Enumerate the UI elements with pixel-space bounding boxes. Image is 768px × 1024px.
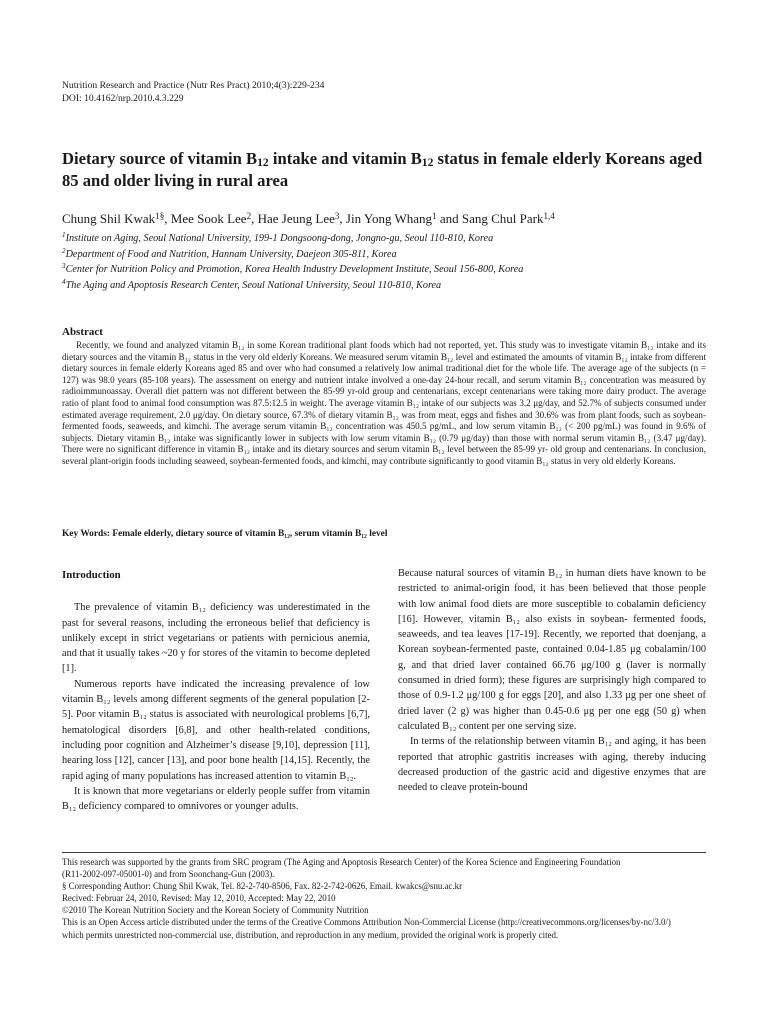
footnote-license: This is an Open Access article distributed under the terms of the Creative Commons Attribution Non-Commercial License (http://creativecommons.org/licenses/by-nc/3.0/) bbox=[62, 917, 671, 928]
footnote-dates: Recived: Februar 24, 2010, Revised: May 12, 2010, Accepted: May 22, 2010 bbox=[62, 893, 336, 904]
title-part: status in female elderly Koreans aged 85 and older living in rural area bbox=[62, 149, 703, 190]
author-affil-mark: 1 bbox=[432, 211, 437, 221]
footnote: This research was supported by the grants from SRC program (The Aging and Apoptosis Research Center) of the Korea Science and Engineering Foundation bbox=[62, 857, 621, 867]
footnote-divider bbox=[62, 852, 706, 853]
affil-mark: 2 bbox=[62, 246, 66, 255]
affiliation-list bbox=[62, 231, 523, 293]
author-separator: , bbox=[251, 211, 258, 226]
journal-citation: Nutrition Research and Practice (Nutr Res Pract) 2010;4(3):229-234 bbox=[62, 80, 325, 91]
title-part: Dietary source of vitamin B bbox=[62, 149, 258, 168]
paragraph: It is known that more vegetarians or elderly people suffer from vitamin B₁₂ deficiency compared to omnivores or younger adults. bbox=[62, 785, 370, 813]
author-affil-mark: 1,4 bbox=[543, 211, 555, 221]
title-subscript: 12 bbox=[257, 156, 269, 169]
abstract-heading: Abstract bbox=[62, 326, 103, 338]
author: Jin Yong Whang bbox=[345, 211, 433, 226]
section-heading-introduction: Introduction bbox=[62, 569, 121, 581]
footnote-license: which permits unrestricted non-commercial use, distribution, and reproduction in any medium, provided the original work is properly cited. bbox=[62, 929, 559, 940]
author: Mee Sook Lee bbox=[170, 211, 247, 226]
author-list bbox=[62, 211, 555, 227]
affil-text: The Aging and Apoptosis Research Center, Seoul National University, Seoul 110-810, Korea bbox=[65, 279, 442, 291]
author-separator: , bbox=[339, 211, 346, 226]
abstract-text: Recently, we found and analyzed vitamin B₁₂ in some Korean traditional plant foods which had not reported, yet. This study was to investigate vitamin B₁₂ intake and its dietary sources and the vitamin B₁₂ status in the very old elderly Koreans. We measured serum vitamin B₁₂ level and estimated the amounts of vitamin B₁₂ intake from different dietary sources in female elderly Koreans aged 85 and over who had consumed a relatively low animal traditional diet for the whole life. The average age of the subjects (n = 127) was 98.0 years (85-108 years). The assessment on energy and nutrient intake involved a one-day 24-hour recall, and serum vitamin B₁₂ concentration was measured by radioimmunoassay. Overall diet pattern was not different between the 85-99 yr-old group and centenarians, except centenarians were taking more dairy product. The average ratio of plant food to animal food consumption was 87.5:12.5 in weight. The average vitamin B₁₂ intake of our subjects was 3.2 μg/day, and 52.7% of subjects consumed under estimated average requirement, 2.0 μg/day. On dietary source, 67.3% of dietary vitamin B₁₂ was from meat, eggs and fishes and 30.6% was from plant foods, such as soybean-fermented foods, seaweeds, and kimchi. The average serum vitamin B₁₂ concentration was 450.5 pg/mL, and low serum vitamin B₁₂ (< 200 pg/mL) was found in 9.6% of subjects. Dietary vitamin B₁₂ intake was significantly lower in subjects with low serum vitamin B₁₂ (0.79 μg/day) than those with normal serum vitamin B₁₂ (3.47 μg/day). There were no significant difference in vitamin B₁₂ intake and its dietary sources and serum vitamin B₁₂ level between the 85-99 yr- old group and centenarians. In conclusion, several plant-origin foods including seaweed, soybean-fermented foods, and kimchi, may contribute significantly to good vitamin B₁₂ status in very old elderly Koreans. bbox=[62, 340, 706, 466]
title-subscript: 12 bbox=[421, 156, 434, 169]
affil-text: Department of Food and Nutrition, Hannam University, Daejeon 305-811, Korea bbox=[65, 248, 397, 260]
author: Sang Chul Park bbox=[461, 211, 544, 226]
author: Chung Shil Kwak bbox=[62, 211, 156, 226]
right-column bbox=[398, 566, 706, 795]
footnotes bbox=[62, 856, 708, 941]
affil-mark: 1 bbox=[62, 231, 66, 239]
author-affil-mark: 3 bbox=[334, 211, 340, 221]
affiliation bbox=[62, 247, 523, 263]
paragraph: In terms of the relationship between vitamin B₁₂ and aging, it has been reported that atrophic gastritis increases with aging, thereby inducing decreased production of the gastric acid and digestive enzymes that are needed to cleave protein-bound bbox=[398, 736, 706, 794]
affil-text: Institute on Aging, Seoul National University, 199-1 Dongsoong-dong, Jongno-gu, Seoul 110-810, Korea bbox=[65, 233, 494, 244]
footnote: (R11-2002-097-05001-0) and from Soonchang-Gun (2003). bbox=[62, 869, 275, 880]
footnote-corresponding-author: § Corresponding Author: Chung Shil Kwak, Tel. 82-2-740-8506, Fax. 82-2-742-0626, Email. kwakcs@snu.ac.kr bbox=[62, 881, 463, 892]
author-affil-mark: 1§ bbox=[155, 211, 165, 221]
affiliation bbox=[62, 278, 523, 294]
paragraph: Because natural sources of vitamin B₁₂ in human diets have known to be restricted to animal-origin food, it has been believed that those people with low animal food diets are more susceptible to cobalamin deficiency [16]. However, vitamin B₁₂ also exists in soybean- fermented foods, seaweeds, and tea leaves [17-19]. Recently, we reported that doenjang, a Korean soybean-fermented paste, contained 0.04-1.85 μg cobalamin/100 g, and that dried laver contained 66.76 μg/100 g (laver is normally consumed in dried form); these figures are surprisingly high compared to those of 0.9-1.2 μg/100 g for eggs [20], and also 1.33 μg per one sheet of dried laver (2 g) was higher than 0.45-0.6 μg per one egg (50 g) when calculated B₁₂ content per one serving size. bbox=[398, 568, 706, 732]
title-part: intake and vitamin B bbox=[268, 149, 422, 168]
affil-mark: 3 bbox=[62, 262, 66, 271]
author: Hae Jeung Lee bbox=[257, 211, 335, 226]
journal-header bbox=[62, 79, 324, 105]
abstract-body bbox=[62, 340, 706, 468]
keywords: Key Words: Female elderly, dietary source of vitamin B₁₂, serum vitamin B₁₂ level bbox=[62, 529, 388, 539]
author-separator: and bbox=[436, 211, 462, 226]
author-separator: , bbox=[164, 211, 171, 226]
footnote-copyright: ©2010 The Korean Nutrition Society and the Korean Society of Community Nutrition bbox=[62, 905, 369, 916]
doi: DOI: 10.4162/nrp.2010.4.3.229 bbox=[62, 93, 184, 104]
paragraph: Numerous reports have indicated the increasing prevalence of low vitamin B₁₂ levels among different segments of the general population [2-5]. Poor vitamin B₁₂ status is associated with neurological problems [6,7], hematological disorders [6,8], and other health-related conditions, including poor cognition and Alzheimer’s disease [9,10], depression [11], hearing loss [12], cancer [13], and poor bone health [14,15]. Recently, the rapid aging of many populations has increased attention to vitamin B₁₂. bbox=[62, 678, 370, 782]
paragraph: The prevalence of vitamin B₁₂ deficiency was underestimated in the past for several reasons, including the erroneous belief that deficiency is unlikely except in strict vegetarians or patients with pernicious anemia, and that it usually takes ~20 y for stores of the vitamin to become depleted [1]. bbox=[62, 602, 370, 675]
left-column bbox=[62, 566, 370, 814]
article-title bbox=[62, 148, 712, 192]
author-affil-mark: 2 bbox=[246, 211, 252, 221]
affil-text: Center for Nutrition Policy and Promotion, Korea Health Industry Development Institute, Seoul 156-800, Korea bbox=[65, 264, 524, 276]
affiliation bbox=[62, 262, 523, 278]
affiliation bbox=[62, 231, 523, 247]
affil-mark: 4 bbox=[62, 277, 66, 286]
